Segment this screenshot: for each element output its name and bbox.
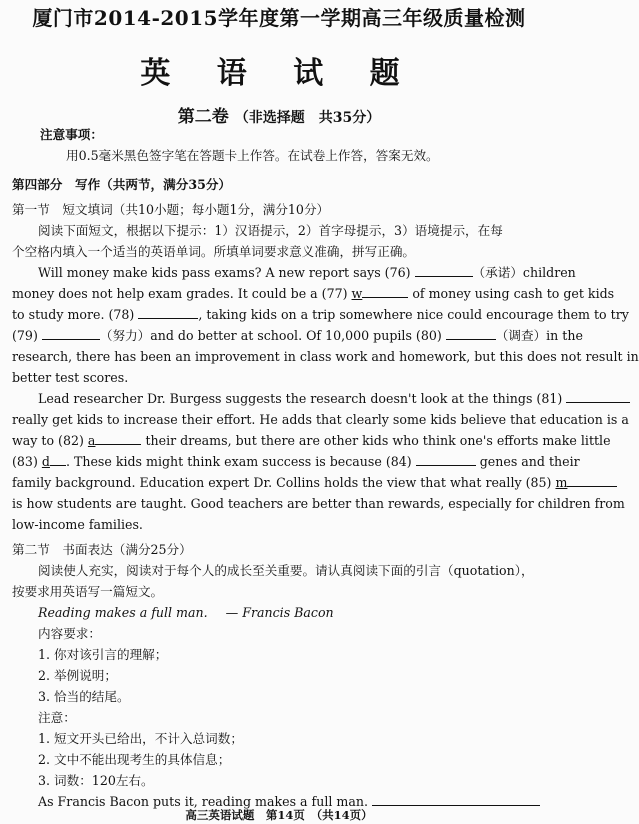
instruction-line-1: 阅读下面短文，根据以下提示：1）汉语提示，2）首字母提示，3）语境提示，在每 <box>38 223 503 238</box>
blank-77-hint: w <box>351 286 363 301</box>
exam-title: 英 语 试 题 <box>140 56 418 91</box>
part-title <box>0 107 558 128</box>
notes-heading: 注意： <box>38 710 76 725</box>
passage-p1-line-4: (79) （努力）and do better at school. Of 10,000 pupils (80) （调查）in the <box>12 328 583 343</box>
blank-82[interactable] <box>95 433 141 445</box>
section4-heading: 第四部分 写作（共两节，满分35分） <box>12 177 232 192</box>
note-2: 2. 文中不能出现考生的具体信息； <box>38 752 231 767</box>
page-footer: 高三英语试题 第14页 （共14页） <box>185 808 373 822</box>
passage-p2-line-3: way to (82) a their dreams, but there are other kids who think one's efforts make little <box>12 433 611 448</box>
blank-82-hint: a <box>87 433 96 448</box>
note-3: 3. 词数：120左右。 <box>38 773 154 788</box>
notice-heading: 注意事项： <box>40 127 103 142</box>
blank-85[interactable] <box>567 475 617 487</box>
passage-p1-line-2: money does not help exam grades. It could be a (77) w of money using cash to get kids <box>12 286 615 301</box>
part-title-main: 第二卷 <box>177 107 229 127</box>
blank-77[interactable] <box>362 286 408 298</box>
passage-p2-line-2: really get kids to increase their effort. He adds that clearly some kids believe that education is a <box>12 412 629 427</box>
section2-instruction-1: 阅读使人充实，阅读对于每个人的成长至关重要。请认真阅读下面的引言（quotation）， <box>38 563 534 578</box>
passage-p2-line-5: family background. Education expert Dr. Collins holds the view that what really (85) m <box>12 475 546 491</box>
passage-p2-line-4: (83) d . These kids might think exam success is because (84) genes and their <box>12 454 580 469</box>
passage-p1-line-6: better test scores. <box>12 370 129 385</box>
part-title-sub: （非选择题 共35分） <box>234 110 381 126</box>
section1-heading: 第一节 短文填词（共10小题；每小题1分，满分10分） <box>12 202 330 217</box>
blank-85-hint: m <box>555 475 568 490</box>
requirement-2: 2. 举例说明； <box>38 668 117 683</box>
quotation <box>12 605 546 621</box>
notice-text: 用0.5毫米黑色签字笔在答题卡上作答。在试卷上作答，答案无效。 <box>66 148 439 163</box>
quotation-text: Reading makes a full man. <box>38 605 208 620</box>
instruction-line-2: 个空格内填入一个适当的英语单词。所填单词要求意义准确，拼写正确。 <box>12 244 415 259</box>
blank-81[interactable] <box>566 391 630 403</box>
exam-header: 厦门市2014-2015学年度第一学期高三年级质量检测 <box>32 6 526 30</box>
content-requirements-heading: 内容要求： <box>38 626 101 641</box>
passage-p2-line-6: is how students are taught. Good teachers are better than rewards, especially for children from <box>12 496 625 511</box>
blank-79[interactable] <box>42 328 100 340</box>
blank-83[interactable] <box>50 454 66 466</box>
blank-84[interactable] <box>416 454 476 466</box>
passage-p1-line-5: research, there has been an improvement in class work and homework, but this does not result in <box>12 349 639 364</box>
quotation-author: — Francis Bacon <box>225 605 334 620</box>
passage-p2-line-1: Lead researcher Dr. Burgess suggests the research doesn't look at the things (81) <box>12 391 546 407</box>
blank-83-hint: d <box>41 454 50 469</box>
requirement-1: 1. 你对该引言的理解； <box>38 647 168 662</box>
section2-instruction-2: 按要求用英语写一篇短文。 <box>12 584 164 599</box>
essay-answer-line[interactable] <box>372 794 540 806</box>
essay-opening: As Francis Bacon puts it, reading makes a full man. <box>38 794 368 809</box>
passage-p1-line-1: Will money make kids pass exams? A new report says (76) （承诺）children <box>38 265 576 280</box>
note-1: 1. 短文开头已给出，不计入总词数； <box>38 731 243 746</box>
blank-76[interactable] <box>415 265 473 277</box>
passage-p2-line-7: low-income families. <box>12 517 143 532</box>
passage-p1-line-3: to study more. (78) , taking kids on a trip somewhere nice could encourage them to try <box>12 307 629 322</box>
section2-heading: 第二节 书面表达（满分25分） <box>12 542 192 557</box>
blank-80[interactable] <box>446 328 496 340</box>
requirement-3: 3. 恰当的结尾。 <box>38 689 130 704</box>
blank-78[interactable] <box>138 307 198 319</box>
